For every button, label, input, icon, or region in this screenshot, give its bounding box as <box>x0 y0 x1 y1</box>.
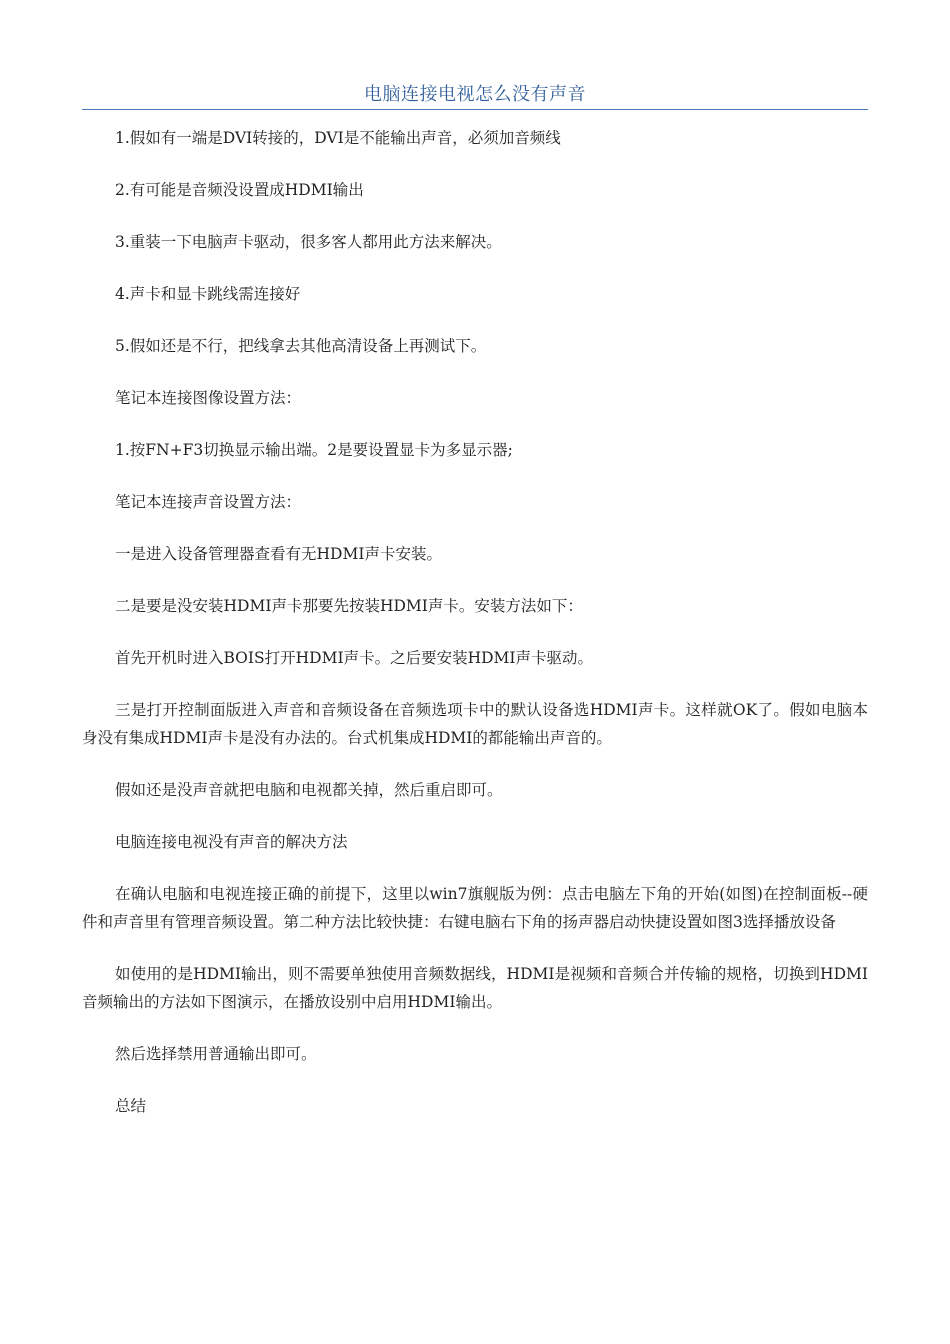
paragraph: 一是进入设备管理器查看有无HDMI声卡安装。 <box>115 545 442 563</box>
paragraph: 4.声卡和显卡跳线需连接好 <box>115 285 301 303</box>
paragraph: 2.有可能是音频没设置成HDMI输出 <box>115 181 364 199</box>
paragraph: 首先开机时进入BOIS打开HDMI声卡。之后要安装HDMI声卡驱动。 <box>115 649 594 667</box>
paragraph: 1.假如有一端是DVI转接的，DVI是不能输出声音，必须加音频线 <box>115 129 561 147</box>
paragraph: 总结 <box>115 1097 147 1115</box>
paragraph: 三是打开控制面版进入声音和音频设备在音频选项卡中的默认设备选HDMI声卡。这样就OK了。假如电脑本身没有集成HDMI声卡是没有办法的。台式机集成HDMI的都能输出声音的。 <box>82 701 868 747</box>
paragraph: 笔记本连接图像设置方法： <box>115 389 302 407</box>
paragraph: 5.假如还是不行，把线拿去其他高清设备上再测试下。 <box>115 337 487 355</box>
paragraph: 电脑连接电视没有声音的解决方法 <box>115 833 348 851</box>
paragraph: 如使用的是HDMI输出，则不需要单独使用音频数据线，HDMI是视频和音频合并传输的规格，切换到HDMI音频输出的方法如下图演示，在播放设别中启用HDMI输出。 <box>82 965 868 1011</box>
paragraph: 假如还是没声音就把电脑和电视都关掉，然后重启即可。 <box>115 781 503 799</box>
paragraph: 然后选择禁用普通输出即可。 <box>115 1045 317 1063</box>
paragraph: 二是要是没安装HDMI声卡那要先按装HDMI声卡。安装方法如下： <box>115 597 583 615</box>
document-header <box>82 82 868 110</box>
paragraph: 在确认电脑和电视连接正确的前提下，这里以win7旗舰版为例：点击电脑左下角的开始(如图)在控制面板--硬件和声音里有管理音频设置。第二种方法比较快捷：右键电脑右下角的扬声器启动快捷设置如图3选择播放设备 <box>82 885 868 931</box>
paragraph: 3.重装一下电脑声卡驱动，很多客人都用此方法来解决。 <box>115 233 502 251</box>
paragraph: 笔记本连接声音设置方法： <box>115 493 302 511</box>
document-body <box>82 120 868 1120</box>
document-title: 电脑连接电视怎么没有声音 <box>364 84 586 105</box>
paragraph: 1.按FN+F3切换显示输出端。2是要设置显卡为多显示器; <box>115 441 513 459</box>
